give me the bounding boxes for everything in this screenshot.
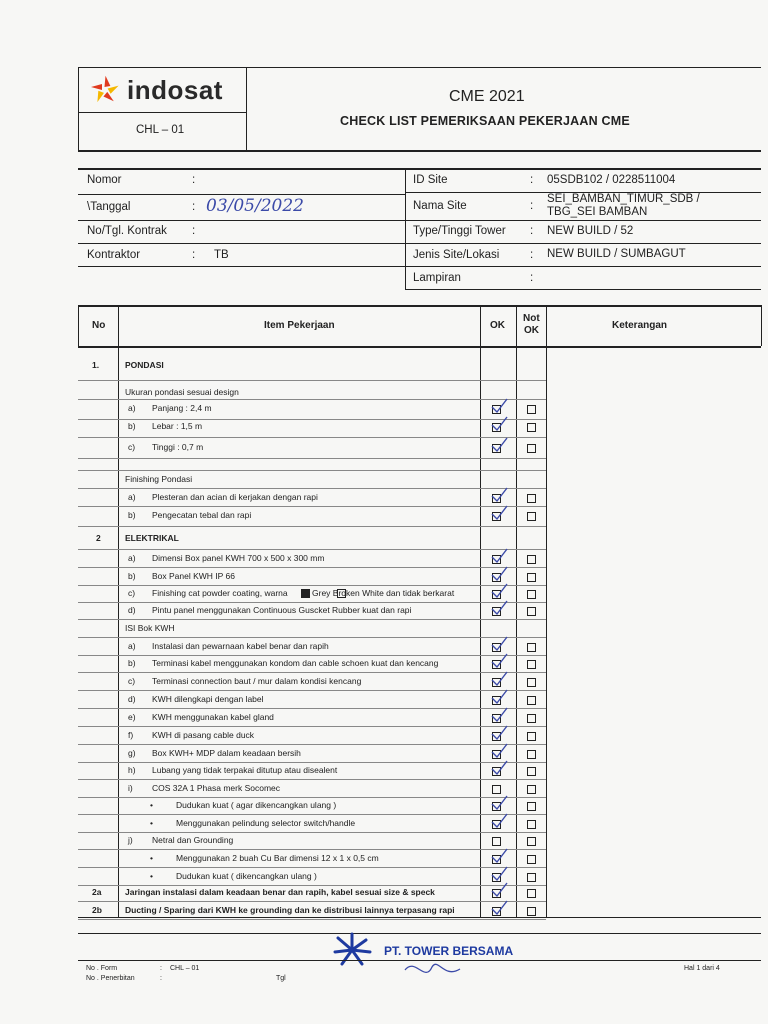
item-text: COS 32A 1 Phasa merk Socomec bbox=[152, 783, 281, 793]
item-text: ELEKTRIKAL bbox=[125, 533, 179, 543]
th-ok: OK bbox=[490, 320, 505, 331]
not-ok-checkbox[interactable] bbox=[527, 573, 536, 582]
footer-page-label: Hal 1 dari 4 bbox=[684, 965, 720, 972]
indosat-logo-text: indosat bbox=[127, 75, 223, 105]
info-sep: : bbox=[530, 225, 534, 237]
info-top-rule bbox=[78, 168, 761, 170]
info-label-lampiran: Lampiran bbox=[413, 272, 461, 284]
item-text: KWH dilengkapi dengan label bbox=[152, 694, 264, 704]
sub-item-letter: a) bbox=[128, 641, 136, 651]
handwritten-check-mark bbox=[489, 812, 509, 830]
not-ok-checkbox[interactable] bbox=[527, 590, 536, 599]
table-row-line bbox=[78, 744, 546, 745]
table-row-line bbox=[78, 762, 546, 763]
info-sep: : bbox=[192, 225, 196, 237]
handwritten-check-mark bbox=[489, 706, 509, 724]
table-row-line bbox=[78, 901, 546, 902]
table-row-line bbox=[78, 919, 546, 920]
handwritten-check-mark bbox=[489, 565, 509, 583]
th-no: No bbox=[92, 320, 106, 331]
table-bottom-rule bbox=[78, 917, 761, 918]
table-row-line bbox=[78, 470, 546, 471]
table-end-rule bbox=[78, 933, 761, 934]
table-row-line bbox=[78, 779, 546, 780]
item-text: Dimensi Box panel KWH 700 x 500 x 300 mm bbox=[152, 553, 325, 563]
not-ok-checkbox[interactable] bbox=[527, 660, 536, 669]
table-row-line bbox=[78, 567, 546, 568]
table-row-line bbox=[78, 585, 546, 586]
doc-code: CHL – 01 bbox=[136, 124, 185, 136]
not-ok-checkbox[interactable] bbox=[527, 837, 536, 846]
item-text: Ukuran pondasi sesuai design bbox=[125, 387, 239, 397]
row-number: 2 bbox=[96, 533, 101, 543]
not-ok-checkbox[interactable] bbox=[527, 802, 536, 811]
sub-item-letter: b) bbox=[128, 571, 136, 581]
item-text: Terminasi kabel menggunakan kondom dan cable schoen kuat dan kencang bbox=[152, 658, 439, 668]
header-left-border bbox=[78, 67, 79, 150]
handwritten-check-mark bbox=[489, 670, 509, 688]
item-text: Pintu panel menggunakan Continuous Guscket Rubber kuat dan rapi bbox=[152, 605, 412, 615]
item-text: Instalasi dan pewarnaan kabel benar dan rapih bbox=[152, 641, 329, 651]
not-ok-checkbox[interactable] bbox=[527, 494, 536, 503]
table-row-line bbox=[78, 690, 546, 691]
table-row-line bbox=[78, 797, 546, 798]
item-text: Menggunakan pelindung selector switch/handle bbox=[176, 818, 356, 828]
item-text: Panjang : 2,4 m bbox=[152, 403, 212, 413]
handwritten-check-mark bbox=[489, 847, 509, 865]
table-row-line bbox=[78, 380, 546, 381]
handwritten-check-mark bbox=[489, 599, 509, 617]
handwritten-check-mark bbox=[489, 436, 509, 454]
info-row-line bbox=[78, 194, 405, 195]
info-value-tower: NEW BUILD / 52 bbox=[547, 225, 634, 237]
sub-item-letter: e) bbox=[128, 712, 136, 722]
not-ok-checkbox[interactable] bbox=[527, 750, 536, 759]
info-row-line bbox=[405, 243, 761, 244]
item-text: KWH di pasang cable duck bbox=[152, 730, 255, 740]
not-ok-checkbox[interactable] bbox=[527, 714, 536, 723]
not-ok-checkbox[interactable] bbox=[527, 555, 536, 564]
table-row-line bbox=[78, 726, 546, 727]
sub-item-letter: i) bbox=[128, 783, 133, 793]
bullet-marker: • bbox=[150, 800, 153, 810]
item-text: Box KWH+ MDP dalam keadaan bersih bbox=[152, 748, 301, 758]
info-sep: : bbox=[530, 272, 534, 284]
header-bottom-rule bbox=[78, 150, 761, 152]
footer-sep: : bbox=[160, 975, 162, 982]
col-border-ok bbox=[516, 305, 517, 917]
sub-item-letter: a) bbox=[128, 553, 136, 563]
item-text: Dudukan kuat ( dikencangkan ulang ) bbox=[176, 871, 317, 881]
table-row-line bbox=[78, 708, 546, 709]
table-row-line bbox=[78, 885, 546, 886]
info-sep: : bbox=[192, 174, 196, 186]
info-label-nomor: Nomor bbox=[87, 174, 122, 186]
not-ok-checkbox[interactable] bbox=[527, 678, 536, 687]
handwritten-check-mark bbox=[489, 742, 509, 760]
table-row-line bbox=[78, 655, 546, 656]
logo-divider bbox=[78, 112, 246, 113]
item-text: Terminasi connection baut / mur dalam kondisi kencang bbox=[152, 676, 362, 686]
table-row-line bbox=[78, 488, 546, 489]
sub-item-letter: j) bbox=[128, 835, 133, 845]
sub-item-letter: b) bbox=[128, 421, 136, 431]
info-row-line bbox=[78, 266, 405, 267]
info-sep: : bbox=[530, 249, 534, 261]
not-ok-checkbox[interactable] bbox=[527, 907, 536, 916]
table-row-line bbox=[78, 437, 546, 438]
item-text: Plesteran dan acian di kerjakan dengan rapi bbox=[152, 492, 318, 502]
handwritten-check-mark bbox=[489, 397, 509, 415]
item-text: Lebar : 1,5 m bbox=[152, 421, 203, 431]
doc-title: CME 2021 bbox=[449, 88, 525, 105]
table-row-line bbox=[78, 399, 546, 400]
bullet-marker: • bbox=[150, 818, 153, 828]
info-label-kontrak: No/Tgl. Kontrak bbox=[87, 225, 167, 237]
item-text: Tinggi : 0,7 m bbox=[152, 442, 204, 452]
header-top-rule bbox=[78, 67, 761, 68]
not-ok-checkbox[interactable] bbox=[527, 855, 536, 864]
table-row-line bbox=[78, 832, 546, 833]
handwritten-check-mark bbox=[489, 688, 509, 706]
footer-rule bbox=[78, 960, 761, 961]
th-item: Item Pekerjaan bbox=[264, 320, 335, 331]
table-row-line bbox=[78, 549, 546, 550]
info-row-line bbox=[78, 243, 405, 244]
row-number: 2a bbox=[92, 887, 102, 897]
info-label-nama-site: Nama Site bbox=[413, 200, 467, 212]
table-row-line bbox=[78, 814, 546, 815]
indosat-logo-icon bbox=[86, 74, 124, 106]
handwritten-check-mark bbox=[489, 881, 509, 899]
not-ok-checkbox[interactable] bbox=[527, 696, 536, 705]
item-text: Finishing cat powder coating, warna bbox=[152, 588, 288, 598]
item-text: Dudukan kuat ( agar dikencangkan ulang ) bbox=[176, 800, 337, 810]
info-value-kontraktor: TB bbox=[214, 249, 229, 261]
info-label-tanggal: \Tanggal bbox=[87, 201, 131, 213]
color-options-text: Grey Broken White dan tidak berkarat bbox=[312, 588, 455, 598]
handwritten-check-mark bbox=[489, 547, 509, 565]
not-ok-checkbox[interactable] bbox=[527, 873, 536, 882]
not-ok-checkbox[interactable] bbox=[527, 889, 536, 898]
info-value-id-site: 05SDB102 / 0228511004 bbox=[547, 174, 676, 186]
info-row-line bbox=[405, 289, 761, 290]
table-row-line bbox=[78, 637, 546, 638]
table-header-rule bbox=[78, 346, 761, 348]
handwritten-check-mark bbox=[489, 652, 509, 670]
item-text: Box Panel KWH IP 66 bbox=[152, 571, 235, 581]
footer-tgl-label: Tgl bbox=[276, 975, 286, 982]
not-ok-checkbox[interactable] bbox=[527, 607, 536, 616]
sub-item-letter: d) bbox=[128, 605, 136, 615]
broken-white-option-checkbox[interactable] bbox=[337, 589, 346, 598]
row-number: 2b bbox=[92, 905, 102, 915]
sub-item-letter: b) bbox=[128, 658, 136, 668]
info-sep: : bbox=[530, 174, 534, 186]
col-border-no bbox=[118, 305, 119, 917]
item-text: Finishing Pondasi bbox=[125, 474, 193, 484]
handwritten-check-mark bbox=[489, 635, 509, 653]
sub-item-letter: g) bbox=[128, 748, 136, 758]
item-text: ISI Bok KWH bbox=[125, 623, 175, 633]
th-border bbox=[78, 305, 79, 346]
sub-item-letter: b) bbox=[128, 510, 136, 520]
info-value-nama-site-2: TBG_SEI BAMBAN bbox=[547, 206, 648, 218]
info-label-tower: Type/Tinggi Tower bbox=[413, 225, 506, 237]
table-row-line bbox=[78, 602, 546, 603]
table-row-line bbox=[78, 672, 546, 673]
info-sep: : bbox=[530, 200, 534, 212]
th-notok-1: Not bbox=[523, 313, 540, 324]
header-mid-border bbox=[246, 67, 247, 150]
table-top-rule bbox=[78, 305, 761, 307]
doc-subtitle: CHECK LIST PEMERIKSAAN PEKERJAAN CME bbox=[340, 114, 630, 128]
col-border-item bbox=[480, 305, 481, 917]
footer-no-form-value: CHL – 01 bbox=[170, 965, 200, 972]
info-label-id-site: ID Site bbox=[413, 174, 448, 186]
grey-option-checkbox[interactable] bbox=[301, 589, 310, 598]
sub-item-letter: c) bbox=[128, 676, 136, 686]
footer-sep: : bbox=[160, 965, 162, 972]
info-row-line bbox=[405, 266, 761, 267]
not-ok-checkbox[interactable] bbox=[527, 820, 536, 829]
handwritten-check-mark bbox=[489, 759, 509, 777]
sub-item-letter: h) bbox=[128, 765, 136, 775]
not-ok-checkbox[interactable] bbox=[527, 785, 536, 794]
not-ok-checkbox[interactable] bbox=[527, 643, 536, 652]
col-border-notok bbox=[546, 305, 547, 917]
item-text: Menggunakan 2 buah Cu Bar dimensi 12 x 1 x 0,5 cm bbox=[176, 853, 379, 863]
table-row-line bbox=[78, 526, 546, 527]
sub-item-letter: a) bbox=[128, 492, 136, 502]
table-row-line bbox=[78, 867, 546, 868]
sub-item-letter: d) bbox=[128, 694, 136, 704]
ok-checkbox[interactable] bbox=[492, 837, 501, 846]
handwritten-check-mark bbox=[489, 486, 509, 504]
table-row-line bbox=[78, 419, 546, 420]
handwritten-check-mark bbox=[489, 415, 509, 433]
item-text: Ducting / Sparing dari KWH ke grounding dan ke distribusi lainnya terpasang rapi bbox=[125, 905, 455, 915]
handwritten-check-mark bbox=[489, 899, 509, 917]
bullet-marker: • bbox=[150, 853, 153, 863]
footer-no-terbitan-label: No . Penerbitan bbox=[86, 975, 135, 982]
tower-bersama-logo-icon bbox=[330, 930, 374, 970]
item-text: Pengecatan tebal dan rapi bbox=[152, 510, 252, 520]
handwritten-check-mark bbox=[489, 724, 509, 742]
th-keterangan: Keterangan bbox=[612, 320, 668, 331]
info-value-jenis-site: NEW BUILD / SUMBAGUT bbox=[547, 248, 686, 260]
info-mid-border bbox=[405, 168, 406, 289]
not-ok-checkbox[interactable] bbox=[527, 444, 536, 453]
sub-item-letter: a) bbox=[128, 403, 136, 413]
tower-bersama-text: PT. TOWER BERSAMA bbox=[384, 944, 514, 958]
info-row-line bbox=[78, 220, 405, 221]
item-text: Netral dan Grounding bbox=[152, 835, 234, 845]
info-label-jenis-site: Jenis Site/Lokasi bbox=[413, 249, 500, 261]
info-sep: : bbox=[192, 249, 196, 261]
bullet-marker: • bbox=[150, 871, 153, 881]
item-text: Jaringan instalasi dalam keadaan benar dan rapih, kabel sesuai size & speck bbox=[125, 887, 435, 897]
ok-checkbox[interactable] bbox=[492, 785, 501, 794]
sub-item-letter: c) bbox=[128, 442, 136, 452]
info-row-line bbox=[405, 220, 761, 221]
not-ok-checkbox[interactable] bbox=[527, 423, 536, 432]
item-text: PONDASI bbox=[125, 360, 164, 370]
info-sep: : bbox=[192, 201, 196, 213]
not-ok-checkbox[interactable] bbox=[527, 767, 536, 776]
table-row-line bbox=[78, 849, 546, 850]
th-border bbox=[761, 305, 762, 346]
table-row-line bbox=[78, 506, 546, 507]
table-row-line bbox=[78, 619, 546, 620]
not-ok-checkbox[interactable] bbox=[527, 405, 536, 414]
footer-no-form-label: No . Form bbox=[86, 965, 118, 972]
handwritten-check-mark bbox=[489, 582, 509, 600]
th-notok-2: OK bbox=[524, 325, 539, 336]
handwritten-check-mark bbox=[489, 794, 509, 812]
not-ok-checkbox[interactable] bbox=[527, 732, 536, 741]
table-row-line bbox=[78, 458, 546, 459]
not-ok-checkbox[interactable] bbox=[527, 512, 536, 521]
info-label-kontraktor: Kontraktor bbox=[87, 249, 141, 261]
info-value-nama-site: SEI_BAMBAN_TIMUR_SDB / bbox=[547, 193, 700, 205]
row-number: 1. bbox=[92, 360, 100, 370]
sub-item-letter: c) bbox=[128, 588, 136, 598]
item-text: Lubang yang tidak terpakai ditutup atau disealent bbox=[152, 765, 338, 775]
sub-item-letter: f) bbox=[128, 730, 134, 740]
item-text: KWH menggunakan kabel gland bbox=[152, 712, 274, 722]
handwritten-check-mark bbox=[489, 504, 509, 522]
tanggal-handwritten-value: 03/05/2022 bbox=[206, 196, 304, 216]
